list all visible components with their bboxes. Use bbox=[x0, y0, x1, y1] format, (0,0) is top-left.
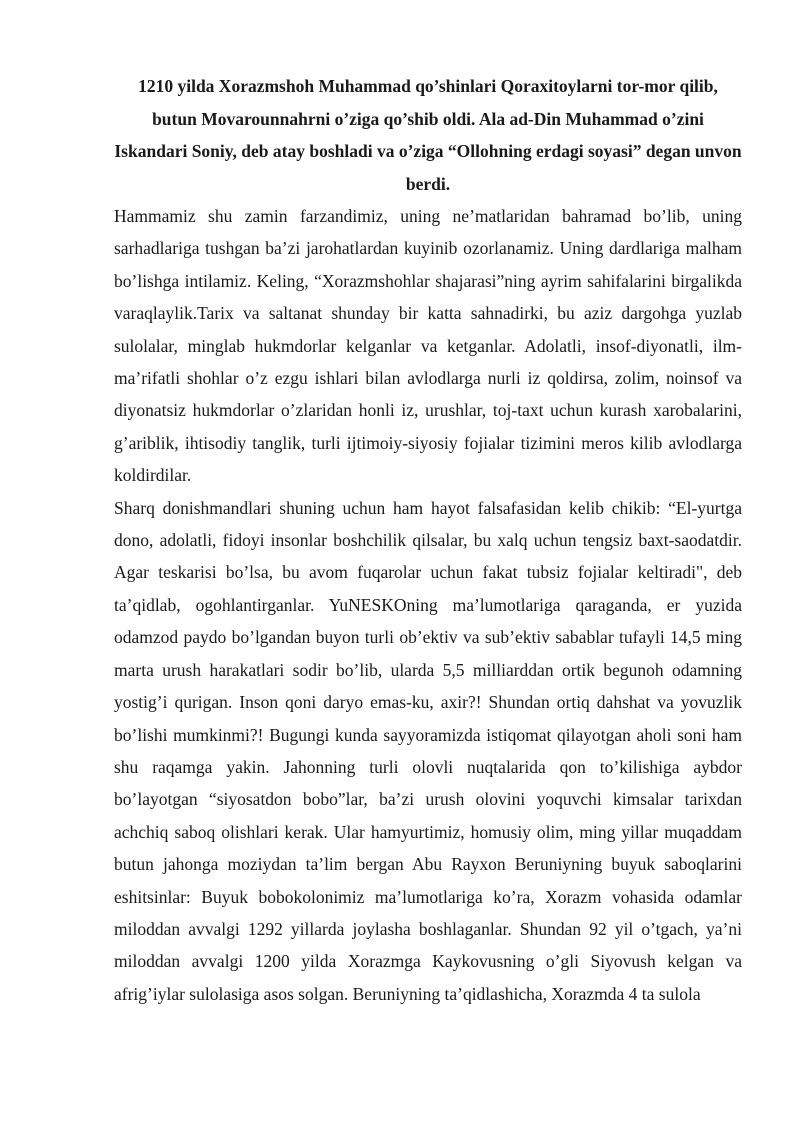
document-page bbox=[114, 70, 742, 1010]
document-heading: 1210 yilda Xorazmshoh Muhammad qo’shinlari Qoraxitoylarni tor-mor qilib, butun Movarounnahrni o’ziga qo’shib oldi. Ala ad-Din Muhammad o’zini Iskandari Soniy, deb atay boshladi va o’ziga “Ollohning erdagi soyasi” degan unvon berdi. bbox=[114, 76, 742, 194]
paragraph-1: Hammamiz shu zamin farzandimiz, uning ne’matlaridan bahramad bo’lib, uning sarhadlariga tushgan ba’zi jarohatlardan kuyinib ozorlanamiz. Uning dardlariga malham bo’lishga intilamiz. Keling, “Xorazmshohlar shajarasi”ning ayrim sahifalarini birgalikda varaqlaylik.Tarix va saltanat shunday bir katta sahnadirki, bu aziz dargohga yuzlab sulolalar, minglab hukmdorlar kelganlar va ketganlar. Adolatli, insof-diyonatli, ilm-ma’rifatli shohlar o’z ezgu ishlari bilan avlodlarga nurli iz qoldirsa, zolim, noinsof va diyonatsiz hukmdorlar o’zlaridan honli iz, urushlar, toj-taxt uchun kurash xarobalarini, g’ariblik, ihtisodiy tanglik, turli ijtimoiy-siyosiy fojialar tizimini meros kilib avlodlarga koldirdilar. bbox=[114, 206, 742, 486]
paragraph-2: Sharq donishmandlari shuning uchun ham hayot falsafasidan kelib chikib: “El-yurtga dono, adolatli, fidoyi insonlar boshchilik qilsalar, bu xalq uchun tengsiz baxt-saodatdir. Agar teskarisi bo’lsa, bu avom fuqarolar uchun fakat tubsiz fojialar keltiradi", deb ta’qidlab, ogohlantirganlar. YuNESKOning ma’lumotlariga qaraganda, er yuzida odamzod paydo bo’lgandan buyon turli ob’ektiv va sub’ektiv sabablar tufayli 14,5 ming marta urush harakatlari sodir bo’lib, ularda 5,5 milliarddan ortik begunoh odamning yostig’i qurigan. Inson qoni daryo emas-ku, axir?! Shundan ortiq dahshat va yovuzlik bo’lishi mumkinmi?! Bugungi kunda sayyoramizda istiqomat qilayotgan aholi soni ham shu raqamga yakin. Jahonning turli olovli nuqtalarida qon to’kilishiga aybdor bo’layotgan “siyosatdon bobo”lar, ba’zi urush olovini yoquvchi kimsalar tarixdan achchiq saboq olishlari kerak. Ular hamyurtimiz, homusiy olim, ming yillar muqaddam butun jahonga moziydan ta’lim bergan Abu Rayxon Beruniyning buyuk saboqlarini eshitsinlar: Buyuk bobokolonimiz ma’lumotlariga ko’ra, Xorazm vohasida odamlar miloddan avvalgi 1292 yillarda joylasha boshlaganlar. Shundan 92 yil o’tgach, ya’ni miloddan avvalgi 1200 yilda Xorazmga Kaykovusning o’gli Siyovush kelgan va afrig’iylar sulolasiga asos solgan. Beruniyning ta’qidlashicha, Xorazmda 4 ta sulola bbox=[114, 497, 742, 1004]
